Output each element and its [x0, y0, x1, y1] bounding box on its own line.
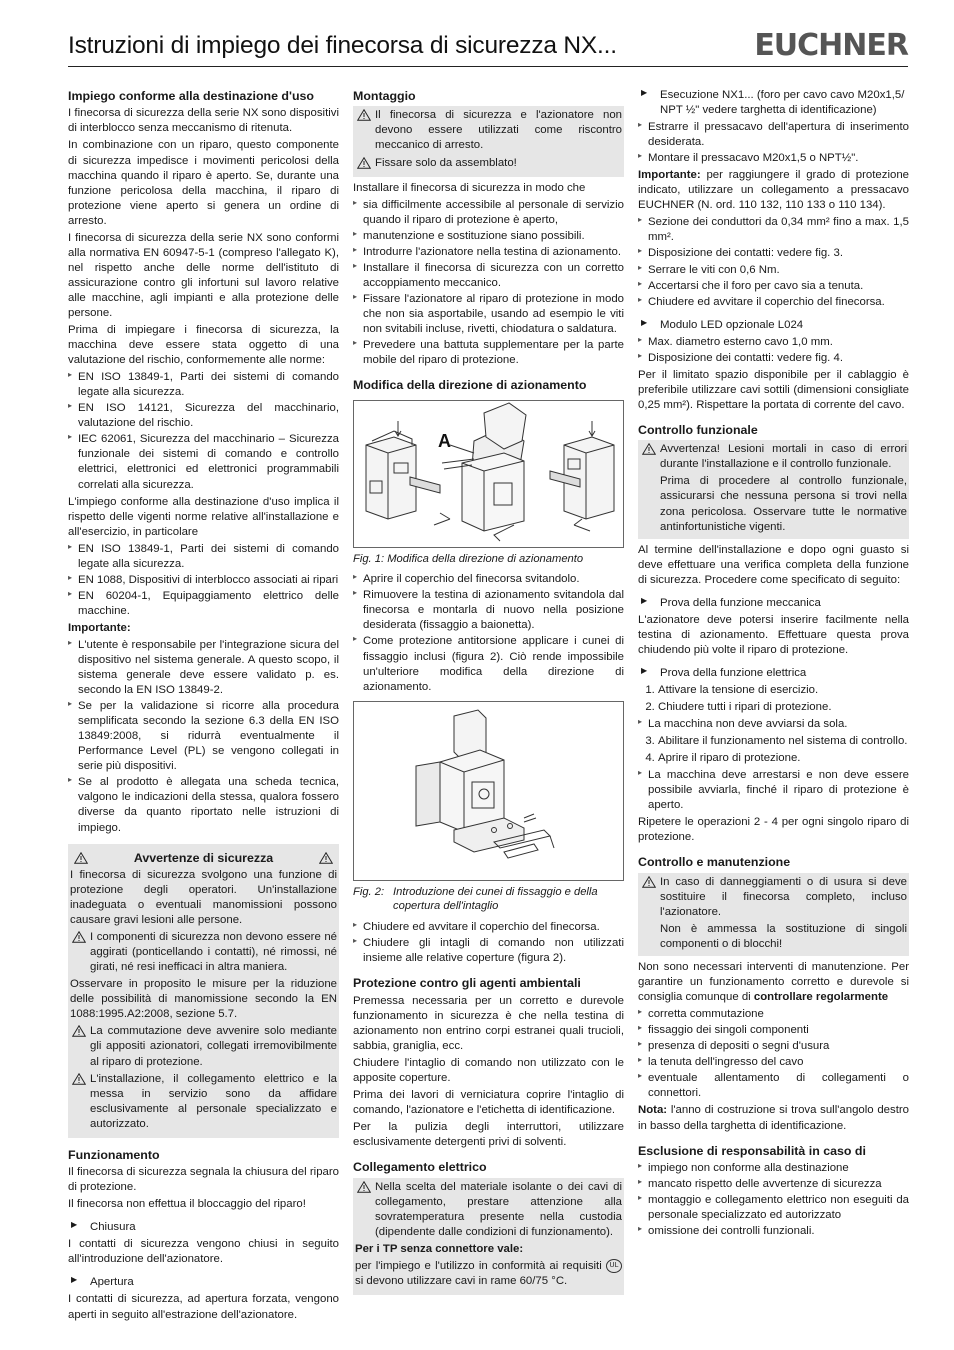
warning-item — [355, 156, 622, 171]
steps-list-1 — [638, 683, 909, 715]
warning-icon — [642, 876, 656, 888]
warning-text: In caso di danneggiamenti o di usura si deve sostituire il finecorsa completo, incluso l'azionatore. — [660, 875, 907, 918]
column-2 — [353, 88, 624, 1299]
paragraph: Ripetere le operazioni 2 - 4 per ogni singolo riparo di protezione. — [638, 816, 909, 844]
paragraph — [355, 1259, 622, 1289]
column-3 — [638, 88, 909, 1241]
paragraph — [638, 960, 909, 1005]
heading-controllo-funzionale: Controllo funzionale — [638, 422, 758, 437]
list-item: ▸ EN ISO 13849-1, Parti dei sistemi di comando legate alla sicurezza. — [68, 542, 339, 572]
paragraph: Prima di impiegare i finecorsa di sicurezza, la macchina deve essere stata oggetto di una valutazione del rischio, conformemente alle norme: — [68, 324, 339, 367]
heading-protezione: Protezione contro gli agenti ambientali — [353, 976, 581, 991]
tp-text: per l'impiego e l'utilizzo in conformità ai requisiti — [355, 1259, 602, 1272]
list-item: ▸ presenza di depositi o segni d'usura — [638, 1039, 909, 1054]
list-item: ▸ la tenuta dell'ingresso del cavo — [638, 1055, 909, 1070]
paragraph: Chiudere l'intaglio di comando non utilizzato con le apposite coperture. — [353, 1056, 624, 1084]
warning-icon — [319, 852, 333, 864]
safety-warnings-header — [70, 846, 337, 868]
warning-text: Nella scelta del materiale isolante o dei cavi di collegamento, prestare attenzione alla sovratemperatura presente nella custodia (dipendente dalle condizioni di funzionamento). — [375, 1180, 622, 1238]
list-item: ▸ omissione dei controlli funzionali. — [638, 1224, 909, 1239]
list-item: ▸ Accertarsi che il foro per cavo sia a tenuta. — [638, 279, 909, 294]
heading-impiego: Impiego conforme alla destinazione d'uso — [68, 89, 314, 103]
list-item: ▸ Disposizione dei contatti: vedere fig. 4. — [638, 351, 909, 366]
warning-item — [355, 1180, 622, 1240]
manutenzione-bold: controllare regolarmente — [753, 991, 889, 1004]
arrow-item-led: ▶ Modulo LED opzionale L024 — [638, 318, 909, 333]
controllo-warnings — [638, 440, 909, 538]
warning-icon — [74, 852, 88, 864]
importante-label: Importante: — [68, 621, 131, 634]
list-item: ▸ IEC 62061, Sicurezza del macchinario – Sicurezza funzionale dei sistemi di comando e controllo elettrici, elettronici ed elettronici programmabili correlati alla sicurezza. — [68, 432, 339, 492]
step-note-1 — [638, 717, 909, 732]
column-1 — [68, 88, 339, 1325]
warning-text: L'installazione, il collegamento elettrico e la messa in servizio sono da affidare esclusivamente al personale specializzato e autorizzato. — [90, 1072, 337, 1130]
list-item: ▸ impiego non conforme alla destinazione — [638, 1161, 909, 1176]
paragraph: Osservare in proposito le misure per la riduzione delle possibilità di manomissione secondo la EN 1088:1995.A2:2008, sezione 5.7. — [70, 978, 337, 1021]
euchner-logo: EUCHNER — [754, 28, 908, 63]
list-item: ▸ EN ISO 14121, Sicurezza del macchinario, valutazione del rischio. — [68, 401, 339, 431]
list-item: ▸ Rimuovere la testina di azionamento svitandola dal finecorsa e montarla di nuovo nella posizione desiderata (fissaggio a baionetta). — [353, 588, 624, 633]
warning-item — [70, 930, 337, 975]
paragraph: Installare il finecorsa di sicurezza in modo che — [353, 181, 586, 194]
list-item: ▸ fissaggio dei singoli componenti — [638, 1023, 909, 1038]
tp-heading: Per i TP senza connettore vale: — [355, 1242, 524, 1255]
list-item: ▸ Se per la validazione si ricorre alla procedura semplificata secondo la sezione 6.3 della EN ISO 13849:2008, si ridurrà eventualmente il Performance Level (PL) se vengono collegati in serie più dispositivi. — [68, 699, 339, 774]
list-item: ▸ Prevedere una battuta supplementare per la parte mobile del riparo di protezione. — [353, 338, 624, 368]
list-item: ▸ Fissare l'azionatore al riparo di protezione in modo che non sia asportabile, usando ad esempio le viti non svitabili incluse, rivetti, chiodatura o saldatura. — [353, 292, 624, 337]
heading-manutenzione: Controllo e manutenzione — [638, 855, 791, 870]
list-item: ▸ Chiudere ed avvitare il coperchio del finecorsa. — [638, 295, 909, 310]
collegamento-warnings — [353, 1178, 624, 1295]
list-item: ▸ eventuale allentamento di collegamenti o connettori. — [638, 1071, 909, 1101]
montaggio-warnings — [353, 106, 624, 176]
arrow-item-nx1: ▶ Esecuzione NX1... (foro per cavo cavo M20x1,5/ NPT ½" vedere targhetta di identificazione) — [638, 88, 909, 118]
direzione-list — [353, 572, 624, 694]
heading-direzione: Modifica della direzione di azionamento — [353, 378, 587, 393]
ul-mark-icon: UL — [606, 1259, 622, 1273]
norms-list-2 — [68, 542, 339, 619]
list-item: ▸ Chiudere ed avvitare il coperchio del finecorsa. — [353, 920, 624, 935]
heading-esclusione: Esclusione di responsabilità in caso di — [638, 1143, 866, 1158]
figure-1-drawing — [354, 401, 623, 547]
led-list — [638, 335, 909, 366]
step-item: 1. Attivare la tensione di esercizio. — [658, 683, 909, 698]
list-item: ▸ EN 1088, Dispositivi di interblocco associati ai ripari — [68, 573, 339, 588]
list-item: ▸ Installare il finecorsa di sicurezza con un corretto accoppiamento meccanico. — [353, 261, 624, 291]
paragraph: Il finecorsa di sicurezza segnala la chiusura del riparo di protezione. — [68, 1166, 339, 1194]
warning-text: Il finecorsa di sicurezza e l'azionatore non devono essere utilizzati come riscontro meccanico di arresto. — [375, 109, 622, 152]
safety-warnings-title: Avvertenze di sicurezza — [133, 850, 274, 865]
page-title: Istruzioni di impiego dei finecorsa di sicurezza NX... — [68, 32, 617, 59]
step-item: 2. Chiudere tutti i ripari di protezione. — [658, 700, 909, 715]
list-item: ▸ Serrare le viti con 0,6 Nm. — [638, 263, 909, 278]
steps-list-2 — [638, 734, 909, 766]
warning-text: La commutazione deve avvenire solo mediante gli appositi azionatori, collegati irremovibilmente al riparo di protezione. — [90, 1025, 337, 1068]
warning-icon — [357, 157, 371, 169]
importante-label: Importante: — [638, 169, 701, 182]
list-item: ▸ Chiudere gli intagli di comando non utilizzati insieme alle relative coperture (figura 2). — [353, 936, 624, 966]
figure-1-label: A — [438, 430, 451, 451]
figure-2-drawing — [354, 702, 623, 880]
figure-2-caption-text: Introduzione dei cunei di fissaggio e della copertura dell'intaglio — [393, 885, 598, 913]
manutenzione-warnings — [638, 873, 909, 956]
warning-text: Fissare solo da assemblato! — [375, 156, 517, 169]
paragraph: Al termine dell'installazione e dopo ogni guasto si deve effettuare una verifica completa della funzione di sicurezza. Procedere come specificato di seguito: — [638, 543, 909, 586]
paragraph: I contatti di sicurezza vengono chiusi in seguito all'introduzione dell'azionatore. — [68, 1238, 339, 1266]
importante-text: per raggiungere il grado di protezione indicato, utilizzare un collegamento a pressacavo EUCHNER (N. ord. 110 132, 110 133 o 110 134). — [638, 169, 909, 212]
norms-list — [68, 370, 339, 492]
warning-text: I componenti di sicurezza non devono essere né aggirati (ponticellando i contatti), né rimossi, né girati, né resi inefficaci in altra maniera. — [90, 931, 337, 974]
step-item: 4. Aprire il riparo di protezione. — [658, 751, 909, 766]
step-note-2 — [638, 768, 909, 813]
figure-2-caption — [353, 885, 624, 915]
list-item: ▸ La macchina deve arrestarsi e non deve essere possibile avviarla, finché il riparo di protezione è aperto. — [638, 768, 909, 813]
list-item: ▸ Come protezione antitorsione applicare i cunei di fissaggio inclusi (figura 2). Ciò rende impossibile un'ulteriore modifica della direzione di azionamento. — [353, 634, 624, 694]
paragraph: L'impiego conforme alla destinazione d'uso implica il rispetto delle vigenti norme relative all'installazione e all'esercizio, in particolare — [68, 495, 339, 538]
heading-collegamento: Collegamento elettrico — [353, 1160, 487, 1175]
safety-warnings-box — [68, 844, 339, 1138]
list-item: ▸ La macchina non deve avviarsi da sola. — [638, 717, 909, 732]
list-item: ▸ Aprire il coperchio del finecorsa svitandolo. — [353, 572, 624, 587]
paragraph: I finecorsa di sicurezza della serie NX sono dispositivi di interblocco senza meccanismo di ritenuta. — [68, 107, 339, 135]
list-item: ▸ Se al prodotto è allegata una scheda tecnica, valgono le indicazioni della stessa, qualora fossero diverse da quanto riportato nelle istruzioni di impiego. — [68, 775, 339, 835]
heading-funzionamento: Funzionamento — [68, 1147, 160, 1162]
paragraph: Per la pulizia degli interruttori, utilizzare esclusivamente detergenti privi di solventi. — [353, 1121, 624, 1149]
importante-list — [68, 638, 339, 836]
paragraph: I contatti di sicurezza, ad apertura forzata, vengono aperti in seguito all'estrazione dell'azionatore. — [68, 1293, 339, 1321]
paragraph: Prima dei lavori di verniciatura coprire l'intaglio di comando, l'azionatore e l'etichetta di identificazione. — [353, 1089, 624, 1117]
list-item: ▸ Montare il pressacavo M20x1,5 o NPT½". — [638, 151, 909, 166]
figure-1-caption: Fig. 1: Modifica della direzione di azionamento — [353, 552, 584, 565]
list-item: ▸ Estrarre il pressacavo dell'apertura di inserimento desiderata. — [638, 120, 909, 150]
nota-paragraph — [638, 1103, 909, 1133]
paragraph: Premessa necessaria per un corretto e durevole funzionamento in sicurezza è che nella testina di azionamento non entrino corpi estranei quali trucioli, sabbia, graniglia, ecc. — [353, 994, 624, 1052]
paragraph: In combinazione con un riparo, questo componente di sicurezza impedisce i movimenti pericolosi della macchina quando il riparo è aperto. Se, durante una funzione pericolosa della macchina, il riparo di protezione viene aperto si genera un ordine di arresto. — [68, 139, 339, 227]
montaggio-list — [353, 198, 624, 369]
warning-item — [640, 442, 907, 472]
tp-text-2: si devono utilizzare cavi in rame 60/75 °C. — [355, 1274, 568, 1287]
list-item: ▸ Introdurre l'azionatore nella testina di azionamento. — [353, 245, 624, 260]
warning-item — [640, 875, 907, 920]
warning-icon — [72, 1073, 86, 1085]
paragraph: L'azionatore deve potersi inserire facilmente nella testina di azionamento. Effettuare questa prova chiudendo più volte il riparo di protezione. — [638, 613, 909, 656]
paragraph: Per il limitato spazio disponibile per il cablaggio è preferibile utilizzare cavi sottili (dimensioni consigliate 0,25 mm²). Rispettare la portata di corrente del cavo. — [638, 368, 909, 411]
list-item: ▸ manutenzione e sostituzione siano possibili. — [353, 229, 624, 244]
list-item: ▸ Sezione dei conduttori da 0,34 mm² fino a max. 1,5 mm². — [638, 215, 909, 245]
manutenzione-text: Non sono necessari interventi di manutenzione. Per garantire un funzionamento corretto e durevole si consiglia comunque di — [638, 961, 909, 1004]
arrow-item-apertura: ▶ Apertura — [68, 1275, 339, 1290]
warning-item — [70, 1024, 337, 1069]
list-item: ▸ corretta commutazione — [638, 1007, 909, 1022]
list-item: ▸ Disposizione dei contatti: vedere fig. 3. — [638, 246, 909, 261]
list-item: ▸ montaggio e collegamento elettrico non eseguiti da personale specializzato ed autorizzato — [638, 1193, 909, 1223]
warning-item — [70, 1072, 337, 1132]
list-item: ▸ mancato rispetto delle avvertenze di sicurezza — [638, 1177, 909, 1192]
nota-label: Nota: — [638, 1104, 668, 1117]
warning-icon — [642, 443, 656, 455]
step-item: 3. Abilitare il funzionamento nel sistema di controllo. — [658, 734, 909, 749]
warning-icon — [357, 109, 371, 121]
warning-icon — [72, 1025, 86, 1037]
list-item: ▸ EN ISO 13849-1, Parti dei sistemi di comando legate alla sicurezza. — [68, 370, 339, 400]
pressacavo-list — [638, 120, 909, 166]
direzione-list-2 — [353, 920, 624, 966]
warning-icon — [357, 1181, 371, 1193]
warning-item — [355, 108, 622, 153]
paragraph: I finecorsa di sicurezza svolgono una funzione di protezione degli operatori. Un'installazione inadeguata o eventuali manomissioni possono causare gravi lesioni alle persone. — [70, 868, 337, 927]
importante-paragraph — [638, 168, 909, 213]
paragraph: I finecorsa di sicurezza della serie NX sono conformi alla normativa EN 60947-5-1 (compreso l'allegato K), nel rispetto anche delle norme dell'istituto di assicurazione contro gli infortuni sul lavoro relative alle macchine, agli impianti e alla protezione delle persone. — [68, 231, 339, 319]
manutenzione-list — [638, 1007, 909, 1101]
figure-2 — [353, 701, 624, 881]
list-item: ▸ EN 60204-1, Equipaggiamento elettrico delle macchine. — [68, 589, 339, 619]
header-rule — [68, 66, 908, 67]
warning-icon — [72, 931, 86, 943]
paragraph: Il finecorsa non effettua il bloccaggio del riparo! — [68, 1198, 306, 1211]
warning-text-2: Non è ammessa la sostituzione di singoli componenti o di blocchi! — [660, 922, 907, 950]
arrow-item-meccanica: ▶ Prova della funzione meccanica — [638, 596, 909, 611]
warning-text: Avvertenza! Lesioni mortali in caso di errori durante l'installazione e il controllo funzionale. — [660, 443, 907, 471]
warning-text-2: Prima di procedere al controllo funzionale, assicurarsi che nessuna persona si trovi nella zona pericolosa. Osservare tutte le normative antinfortunistiche vigenti. — [660, 475, 907, 533]
arrow-item-elettrica: ▶ Prova della funzione elettrica — [638, 666, 909, 681]
list-item: ▸ Max. diametro esterno cavo 1,0 mm. — [638, 335, 909, 350]
cablaggio-list — [638, 215, 909, 309]
heading-montaggio: Montaggio — [353, 89, 416, 103]
figure-1 — [353, 400, 624, 548]
figure-2-number: Fig. 2: — [353, 885, 385, 898]
nota-text: l'anno di costruzione si trova sull'angolo destro in basso della targhetta di identificazione. — [638, 1104, 910, 1132]
list-item: ▸ sia difficilmente accessibile al personale di servizio quando il riparo di protezione è aperto, — [353, 198, 624, 228]
list-item: ▸ L'utente è responsabile per l'integrazione sicura del dispositivo nel sistema generale. A questo scopo, il sistema generale deve essere validato p. es. secondo la EN ISO 13849-2. — [68, 638, 339, 698]
arrow-item-chiusura: ▶ Chiusura — [68, 1220, 339, 1235]
esclusione-list — [638, 1161, 909, 1239]
